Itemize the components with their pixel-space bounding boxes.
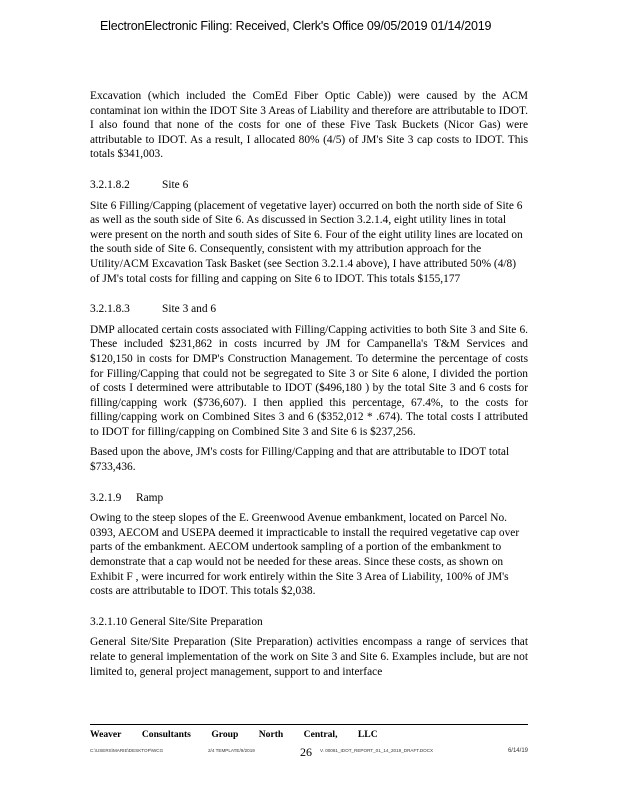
firm-name: Weaver Consultants Group North Central, LLC [90, 729, 378, 740]
paragraph-filling-capping-total: Based upon the above, JM's costs for Filling/Capping and that are attributable to IDOT total $733,436. [90, 446, 510, 474]
footer-date: 6/14/19 [507, 747, 528, 754]
page-number: 26 [300, 745, 312, 759]
section-title: Ramp [136, 491, 164, 504]
section-title: Site 3 and 6 [162, 303, 217, 316]
heading-3-2-1-10: 3.2.1.10 General Site/Site Preparation [90, 615, 263, 628]
paragraph-site3-and-6: DMP allocated certain costs associated with Filling/Capping activities to both Site 3 and Site 6. These included $231,862 in costs incurred by JM for Campanella's T&M Services and $120,150 in costs for DMP's Construction Management. To determine the percentage of costs for Filling/Capping that could not be segregated to Site 3 or Site 6 alone, I divided the portion of costs I determined were attributable to IDOT ($496,180 ) by the total Site 3 and 6 costs for filling/capping work ($736,607). I then applied this percentage, 67.4%, to the costs for filling/capping work on Combined Sites 3 and 6 ($352,012 * .674). The total costs I attributed to IDOT for filling/capping on Combined Site 3 and Site 6 is $237,256. [90, 323, 528, 438]
paragraph-site6: Site 6 Filling/Capping (placement of vegetative layer) occurred on both the north side of Site 6 as well as the south side of Site 6. As discussed in Section 3.2.1.4, eight utility lines in total were present on the north and south sides of Site 6. Four of the eight utility lines are located on the south side of Site 6. Consequently, consistent with my attribution approach for the Utility/ACM Excavation Task Basket (see Section 3.2.1.4 above), I have attributed 50% (4/8) of JM's total costs for filling and capping on Site 6 to IDOT. This totals $155,177 [90, 199, 523, 285]
paragraph-general-site-preparation: General Site/Site Preparation (Site Preparation) activities encompass a range of services that relate to general implementation of the work on Site 3 and Site 6. Examples include, but are not limited to, general project management, support to and interface [90, 636, 528, 678]
paragraph-site3-cap-costs: Excavation (which included the ComEd Fiber Optic Cable)) were caused by the ACM contaminat ion within the IDOT Site 3 Areas of Liability and therefore are attributable to IDOT. I also found that none of the costs for one of these Five Task Buckets (Nicor Gas) were attributable to IDOT. As a result, I allocated 80% (4/5) of JM's Site 3 cap costs to IDOT. This totals $341,003. [90, 90, 528, 161]
file-path-part: C:\USERS\MARIE\DESKTOP\WCG [90, 747, 164, 753]
document-body [90, 89, 528, 685]
heading-3-2-1-9 [90, 491, 528, 506]
paragraph-ramp: Owing to the steep slopes of the E. Greenwood Avenue embankment, located on Parcel No. 0393, AECOM and USEPA deemed it impracticable to install the required vegetative cap over parts of the embankment. AECOM undertook sampling of a portion of the embankment to demonstrate that a cap would not be needed for these areas. Since these costs, as shown on Exhibit F , were incurred for work entirely within the Site 3 Area of Liability, 100% of JM's costs are attributable to IDOT. This totals $2,038. [90, 512, 520, 598]
file-path-part: 2/4 TEMPLATE/9/2019 [208, 747, 255, 753]
heading-3-2-1-8-2 [90, 178, 528, 193]
heading-3-2-1-8-3 [90, 302, 528, 317]
section-number: 3.2.1.8.2 [90, 178, 130, 191]
section-title: Site 6 [162, 178, 189, 191]
section-number: 3.2.1.9 [90, 491, 122, 504]
file-path-part: V. 00081_IDOT_REPORT_01_14_2019_DRAFT.DOCX [320, 747, 434, 753]
electronic-filing-stamp: ElectronElectronic Filing: Received, Clerk's Office 09/05/2019 01/14/2019 [100, 19, 492, 33]
section-number: 3.2.1.8.3 [90, 303, 130, 316]
